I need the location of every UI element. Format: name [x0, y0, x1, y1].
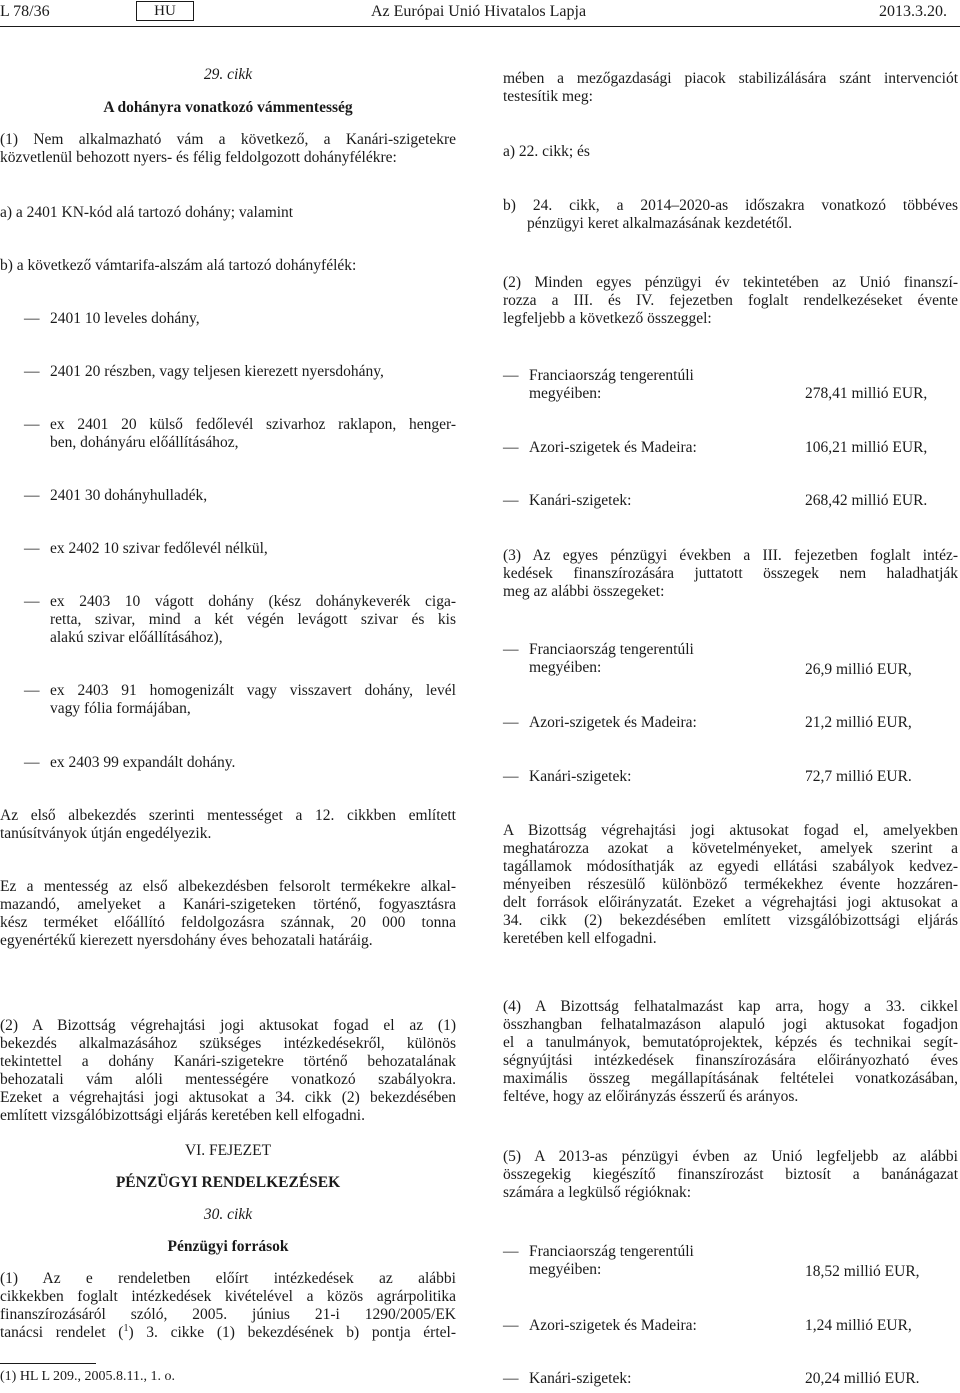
amount-row: — Azori-szigetek és Madeira: 106,21 millió EUR,	[503, 439, 928, 456]
paragraph-30-4: (4) A Bizottság felhatalmazást kap arra, hogy a 33. cikkel összhangban felhatalmazáson alapuló jogi aktusokat fogadjon el a tanulmányok, bemutatóprojektek, képzés és technikai segít- ségnyújtási intézkedések finanszírozására előirányozható éves maximális összeg megállapításának feltételei vonatkozásában, feltéve, hogy az előirányzás ésszerű és arányos.	[503, 998, 958, 1105]
point-b: b) a következő vámtarifa-alszám alá tartozó dohányfélék:	[0, 257, 357, 274]
paragraph-exemption: Az első albekezdés szerinti mentességet a 12. cikkben említett tanúsítványok útján engedélyezik.	[0, 807, 456, 842]
article-30-number: 30. cikk	[203, 1206, 253, 1223]
header-rule	[0, 26, 960, 27]
article-29-title: A dohányra vonatkozó vámmentesség	[103, 99, 353, 116]
chapter-number: VI. FEJEZET	[184, 1142, 272, 1159]
list-item: — ex 2403 10 vágott dohány (kész dohánykeverék ciga- retta, szivar, mind a két végén levágott szivar és kis alakú szivar előállításához),	[24, 593, 456, 646]
list-item: — 2401 10 leveles dohány,	[24, 310, 200, 327]
journal-title: Az Európai Unió Hivatalos Lapja	[371, 3, 587, 20]
paragraph-30-1: (1) Az e rendeletben előírt intézkedések az alábbi cikkekben foglalt intézkedések kivételével a közös agrárpolitika finanszírozásáról szóló, 2005. június 21-i 1290/2005/EK tanácsi rendelet ($^1$) 3. cikke (1) bekezdésének b) pontja értel-	[0, 1270, 456, 1341]
paragraph-exemption-scope: Ez a mentesség az első albekezdésben felsorolt termékekre alkal- mazandó, amelyeket a Kanári-szigeteken történő, fogyasztásra kész terméket előállító feldolgozásra szánnak, 20 000 tonna egyenértékű kierezett nyersdohány éves behozatali határáig.	[0, 878, 456, 949]
list-item: — ex 2403 91 homogenizált vagy visszavert dohány, levél vagy fólia formájában,	[24, 682, 456, 717]
point-b: b) 24. cikk, a 2014–2020-as időszakra vonatkozó többéves pénzügyi keret alkalmazásának kezdetétől.	[503, 197, 958, 232]
paragraph-29-2: (2) A Bizottság végrehajtási jogi aktusokat fogad el az (1) bekezdés alkalmazásához szükséges intézkedésekről, különös tekintettel a dohány Kanári-szigetekre történő behozatalának behozatali vám alóli mentességére vonatkozó szabályokra. Ezeket a végrehajtási jogi aktusokat a 34. cikk (2) bekezdésében említett vizsgálóbizottsági eljárás keretében kell elfogadni.	[0, 1017, 456, 1124]
list-item: — ex 2403 99 expandált dohány.	[24, 754, 236, 771]
paragraph-29-1: (1) Nem alkalmazható vám a következő, a Kanári-szigetekre közvetlenül behozott nyers- és félig feldolgozott dohányfélékre:	[0, 131, 456, 166]
list-item: — ex 2402 10 szivar fedőlevél nélkül,	[24, 540, 268, 557]
point-a: a) a 2401 KN-kód alá tartozó dohány; valamint	[0, 204, 294, 221]
article-29-number: 29. cikk	[203, 66, 253, 83]
article-30-title: Pénzügyi források	[167, 1238, 289, 1255]
amount-row: — Kanári-szigetek: 268,42 millió EUR.	[503, 492, 928, 509]
footnote: (1) HL L 209., 2005.8.11., 1. o.	[0, 1369, 175, 1384]
amount-row: — Azori-szigetek és Madeira: 21,2 millió EUR,	[503, 714, 912, 731]
paragraph-implementing-acts: A Bizottság végrehajtási jogi aktusokat fogad el, amelyekben meghatározza azokat a követelményeket, amelyek szerint a tagállamok módosíthatják az egyedi ellátási szabályok kedvez- ményeiben részesülő különböző termékekhez évente hozzáren- delt források előirányzatát. Ezeket a végrehajtási jogi aktusokat a 34. cikk (2) bekezdésében említett vizsgálóbizottsági eljárás keretében kell elfogadni.	[503, 822, 958, 947]
list-item: — ex 2401 20 külső fedőlevél szivarhoz raklapon, henger- ben, dohányáru előállításához,	[24, 416, 456, 451]
series-page: L 78/36	[0, 3, 50, 20]
point-a: a) 22. cikk; és	[503, 143, 590, 160]
amount-row: — Franciaország tengerentúli megyéiben: 18,52 millió EUR,	[503, 1243, 920, 1280]
paragraph-30-3: (3) Az egyes pénzügyi években a III. fejezetben foglalt intéz- kedések finanszírozására juttatott összegek nem haladhatják meg az alábbi összegeket:	[503, 547, 958, 600]
language-badge: HU	[136, 1, 194, 21]
amount-row: — Kanári-szigetek: 20,24 millió EUR.	[503, 1370, 920, 1387]
amount-row: — Azori-szigetek és Madeira: 1,24 millió EUR,	[503, 1317, 912, 1334]
chapter-title: PÉNZÜGYI RENDELKEZÉSEK	[115, 1174, 341, 1191]
publication-date: 2013.3.20.	[879, 3, 947, 20]
paragraph-30-1-continued: mében a mezőgazdasági piacok stabilizálására szánt intervenciót testesítik meg:	[503, 70, 958, 105]
amount-row: — Franciaország tengerentúli megyéiben: 278,41 millió EUR,	[503, 367, 928, 402]
list-item: — 2401 20 részben, vagy teljesen kierezett nyersdohány,	[24, 363, 384, 380]
paragraph-30-2: (2) Minden egyes pénzügyi év tekintetében az Unió finanszí- rozza a III. és IV. fejezetben foglalt rendelkezéseket évente legfeljebb a következő összeggel:	[503, 274, 958, 327]
amount-row: — Franciaország tengerentúli megyéiben: 26,9 millió EUR,	[503, 641, 912, 678]
paragraph-30-5: (5) A 2013-as pénzügyi évben az Unió legfeljebb az alábbi összegekig kiegészítő finanszírozást biztosít a banánágazat számára a legkülső régióknak:	[503, 1148, 958, 1201]
amount-row: — Kanári-szigetek: 72,7 millió EUR.	[503, 768, 912, 785]
page-header	[0, 0, 960, 24]
footnote-ref[interactable]: 1	[123, 1322, 129, 1334]
list-item: — 2401 30 dohányhulladék,	[24, 487, 208, 504]
footnote-rule	[0, 1363, 96, 1364]
